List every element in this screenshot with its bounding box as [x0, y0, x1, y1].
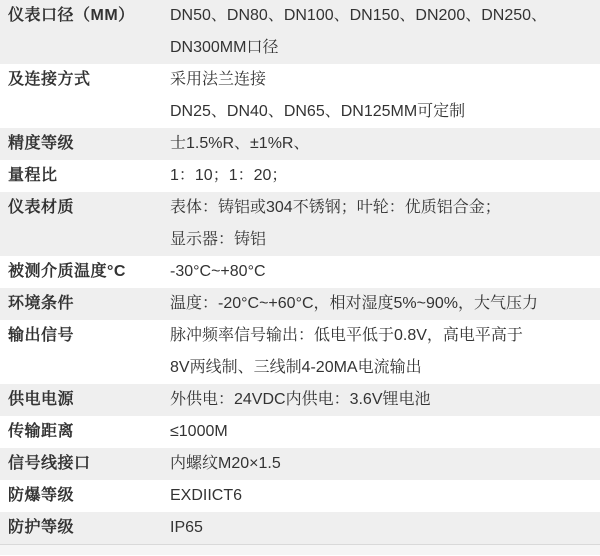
row-value [170, 448, 600, 480]
row-value [170, 320, 600, 384]
row-value [170, 480, 600, 512]
table-row [0, 320, 600, 384]
value-line: 脉冲频率信号输出：低电平低于0.8V，高电平高于 [170, 327, 523, 344]
value-line: DN300MM口径 [170, 39, 279, 56]
value-line: 士1.5%R、±1%R、 [170, 135, 310, 152]
row-label: 信号线接口 [8, 455, 91, 472]
row-value [170, 128, 600, 160]
row-value [170, 160, 600, 192]
table-row [0, 0, 600, 64]
table-row [0, 288, 600, 320]
table-bottom-divider [0, 544, 600, 555]
table-row [0, 192, 600, 256]
row-label: 及连接方式 [8, 71, 91, 88]
value-line: EXDIICT6 [170, 487, 243, 504]
row-value [170, 384, 600, 416]
table-row [0, 448, 600, 480]
row-label: 仪表口径（MM） [8, 7, 135, 24]
table-row [0, 416, 600, 448]
table-row [0, 480, 600, 512]
value-line: ≤1000M [170, 423, 228, 440]
table-row [0, 160, 600, 192]
row-label: 供电电源 [8, 391, 75, 408]
table-row [0, 512, 600, 544]
value-line: DN25、DN40、DN65、DN125MM可定制 [170, 103, 466, 120]
value-line: 显示器：铸铝 [170, 231, 267, 248]
row-value [170, 64, 600, 128]
value-line: 采用法兰连接 [170, 71, 267, 88]
value-line: 温度：-20°C~+60°C，相对湿度5%~90%，大气压力 [170, 295, 539, 312]
value-line: 8V两线制、三线制4-20MA电流输出 [170, 359, 422, 376]
row-value [170, 416, 600, 448]
row-label: 输出信号 [8, 327, 75, 344]
table-row [0, 384, 600, 416]
row-value [170, 192, 600, 256]
row-value [170, 512, 600, 544]
table-row [0, 64, 600, 128]
row-label: 环境条件 [8, 295, 75, 312]
table-row [0, 128, 600, 160]
row-value [170, 0, 600, 64]
row-value [170, 256, 600, 288]
row-label: 仪表材质 [8, 199, 75, 216]
row-label: 被测介质温度°C [8, 263, 126, 280]
value-line: 表体：铸铝或304不锈钢；叶轮：优质铝合金； [170, 199, 501, 216]
row-label: 量程比 [8, 167, 58, 184]
value-line: 1：10；1：20； [170, 167, 288, 184]
value-line: IP65 [170, 519, 203, 536]
table-row [0, 256, 600, 288]
value-line: -30°C~+80°C [170, 263, 266, 280]
row-label: 防爆等级 [8, 487, 75, 504]
row-label: 传输距离 [8, 423, 75, 440]
value-line: DN50、DN80、DN100、DN150、DN200、DN250、 [170, 7, 548, 24]
value-line: 外供电：24VDC内供电：3.6V锂电池 [170, 391, 431, 408]
row-label: 精度等级 [8, 135, 75, 152]
row-value [170, 288, 600, 320]
value-line: 内螺纹M20×1.5 [170, 455, 281, 472]
row-label: 防护等级 [8, 519, 75, 536]
